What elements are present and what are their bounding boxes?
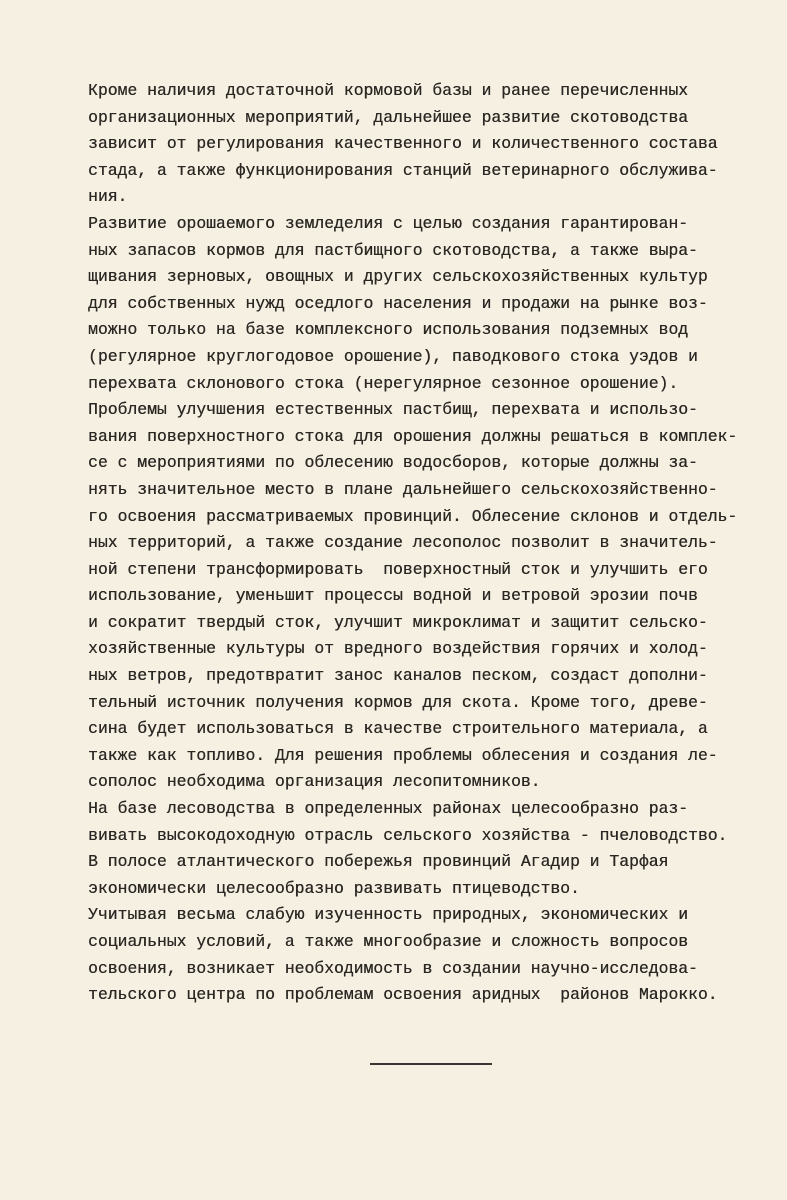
document-body: [88, 78, 752, 1009]
paragraph-line: вания поверхностного стока для орошения должны решаться в комплек-: [88, 426, 738, 446]
paragraph-line: (регулярное круглогодовое орошение), паводкового стока уэдов и: [88, 346, 698, 366]
paragraph-line: тельского центра по проблемам освоения аридных районов Марокко.: [88, 985, 718, 1005]
paragraph-line: перехвата склонового стока (нерегулярное сезонное орошение).: [88, 373, 679, 393]
paragraph-line: ных территорий, а также создание лесополос позволит в значитель-: [88, 533, 718, 553]
paragraph-line: можно только на базе комплексного использования подземных вод: [88, 320, 688, 340]
paragraph-line: хозяйственные культуры от вредного воздействия горячих и холод-: [88, 639, 708, 659]
paragraph-line: также как топливо. Для решения проблемы облесения и создания ле-: [88, 745, 718, 765]
paragraph-line: Развитие орошаемого земледелия с целью создания гарантирован-: [88, 213, 688, 233]
paragraph-line: го освоения рассматриваемых провинций. Облесение склонов и отдель-: [88, 506, 738, 526]
paragraph-line: экономически целесообразно развивать птицеводство.: [88, 878, 580, 898]
paragraph-line: для собственных нужд оседлого населения и продажи на рынке воз-: [88, 293, 708, 313]
paragraph-line: нять значительное место в плане дальнейшего сельскохозяйственно-: [88, 479, 718, 499]
paragraph-line: ных ветров, предотвратит занос каналов песком, создаст дополни-: [88, 666, 708, 686]
paragraph-line: ных запасов кормов для пастбищного скотоводства, а также выра-: [88, 240, 698, 260]
paragraph-line: Учитывая весьма слабую изученность природных, экономических и: [88, 905, 688, 925]
paragraph-line: сина будет использоваться в качестве строительного материала, а: [88, 719, 708, 739]
paragraph-line: использование, уменьшит процессы водной и ветровой эрозии почв: [88, 586, 698, 606]
paragraph-line: организационных мероприятий, дальнейшее развитие скотоводства: [88, 107, 688, 127]
paragraph-line: сополос необходима организация лесопитомников.: [88, 772, 541, 792]
paragraph-line: и сократит твердый сток, улучшит микроклимат и защитит сельско-: [88, 612, 708, 632]
paragraph-line: ния.: [88, 187, 128, 207]
paragraph-line: социальных условий, а также многообразие и сложность вопросов: [88, 932, 688, 951]
paragraph-line: се с мероприятиями по облесению водосборов, которые должны за-: [88, 453, 698, 473]
paragraph-line: Кроме наличия достаточной кормовой базы и ранее перечисленных: [88, 81, 688, 100]
paragraph-line: стада, а также функционирования станций ветеринарного обслужива-: [88, 160, 718, 180]
paragraph-line: В полосе атлантического побережья провинций Агадир и Тарфая: [88, 852, 669, 872]
paragraph-line: освоения, возникает необходимость в создании научно-исследова-: [88, 958, 698, 978]
paragraph-line: Проблемы улучшения естественных пастбищ, перехвата и использо-: [88, 400, 698, 420]
paragraph-line: ной степени трансформировать поверхностный сток и улучшить его: [88, 559, 708, 579]
paragraph-line: На базе лесоводства в определенных районах целесообразно раз-: [88, 799, 688, 819]
paragraph-line: зависит от регулирования качественного и количественного состава: [88, 134, 718, 154]
paragraph-line: вивать высокодоходную отрасль сельского хозяйства - пчеловодство.: [88, 825, 728, 845]
paragraph-line: тельный источник получения кормов для скота. Кроме того, древе-: [88, 692, 708, 712]
paragraph-line: щивания зерновых, овощных и других сельскохозяйственных культур: [88, 267, 708, 287]
section-end-rule: [370, 1063, 492, 1065]
